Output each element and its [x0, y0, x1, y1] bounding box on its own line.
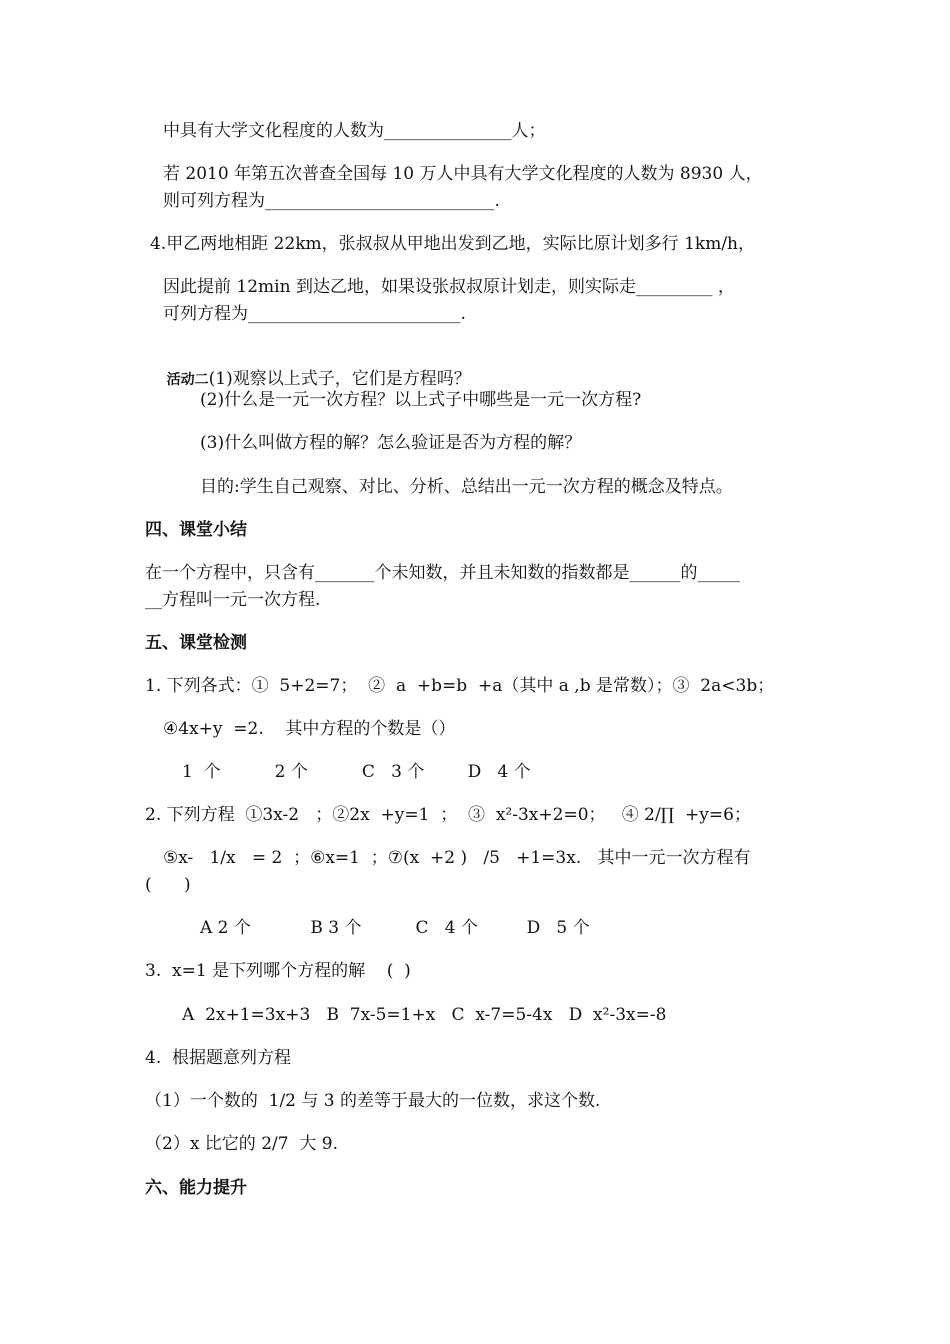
- question-4-line-2: 因此提前 12min 到达乙地，如果设张叔叔原计划走，则实际走_________ ，: [163, 277, 735, 297]
- question-4-line-3: 可列方程为_________________________.: [163, 304, 466, 324]
- check-question-4-part-2: （2）x 比它的 2/7 大 9.: [145, 1134, 339, 1154]
- section-heading-summary: 四、课堂小结: [145, 520, 247, 540]
- text-line-2: 若 2010 年第五次普查全国每 10 万人中具有大学文化程度的人数为 8930 人，: [163, 164, 763, 184]
- check-question-1: 1. 下列各式：① 5+2=7； ② a +b=b +a（其中 a ,b 是常数）；③ 2a<3b；: [145, 676, 775, 696]
- check-question-2-bracket: ( ): [145, 875, 191, 895]
- summary-line-1: 在一个方程中，只含有_______个未知数，并且未知数的指数都是______的_____: [145, 563, 740, 583]
- check-question-4-part-1: （1）一个数的 1/2 与 3 的差等于最大的一位数，求这个数.: [145, 1091, 601, 1111]
- section-heading-ability: 六、能力提升: [145, 1178, 247, 1198]
- check-question-2-options: A 2 个 B 3 个 C 4 个 D 5 个: [200, 918, 590, 938]
- check-question-4: 4. 根据题意列方程: [145, 1048, 292, 1068]
- activity-two-question-2: (2)什么是一元一次方程？以上式子中哪些是一元一次方程?: [200, 390, 642, 410]
- section-heading-check: 五、课堂检测: [145, 633, 247, 653]
- check-question-1-options: 1 个 2 个 C 3 个 D 4 个: [182, 762, 531, 782]
- check-question-3: 3. x=1 是下列哪个方程的解 ( ): [145, 961, 411, 981]
- text-line-3: 则可列方程为___________________________.: [163, 191, 500, 211]
- check-question-2-continued: ⑤x- 1/x = 2 ；⑥x=1 ；⑦(x +2 ) /5 +1=3x. 其中一元一次方程有: [163, 848, 751, 868]
- activity-two-purpose: 目的:学生自己观察、对比、分析、总结出一元一次方程的概念及特点。: [200, 477, 733, 497]
- check-question-1-continued: ④4x+y =2. 其中方程的个数是（）: [163, 719, 456, 739]
- question-4-line-1: 4.甲乙两地相距 22km，张叔叔从甲地出发到乙地，实际比原计划多行 1km/h，: [150, 234, 755, 254]
- activity-two-question-1: (1)观察以上式子，它们是方程吗？: [208, 369, 471, 389]
- activity-two-question-3: (3)什么叫做方程的解？怎么验证是否为方程的解？: [200, 433, 582, 453]
- activity-two-label: 活动二: [166, 372, 209, 388]
- check-question-2: 2. 下列方程 ①3x-2 ；②2x +y=1 ； ③ x²-3x+2=0； ④ 2/∏ +y=6；: [145, 805, 751, 825]
- check-question-3-options: A 2x+1=3x+3 B 7x-5=1+x C x-7=5-4x D x²-3x=-8: [182, 1005, 667, 1025]
- text-line-1: 中具有大学文化程度的人数为_______________人；: [163, 121, 546, 141]
- summary-line-2: __方程叫一元一次方程.: [145, 590, 321, 610]
